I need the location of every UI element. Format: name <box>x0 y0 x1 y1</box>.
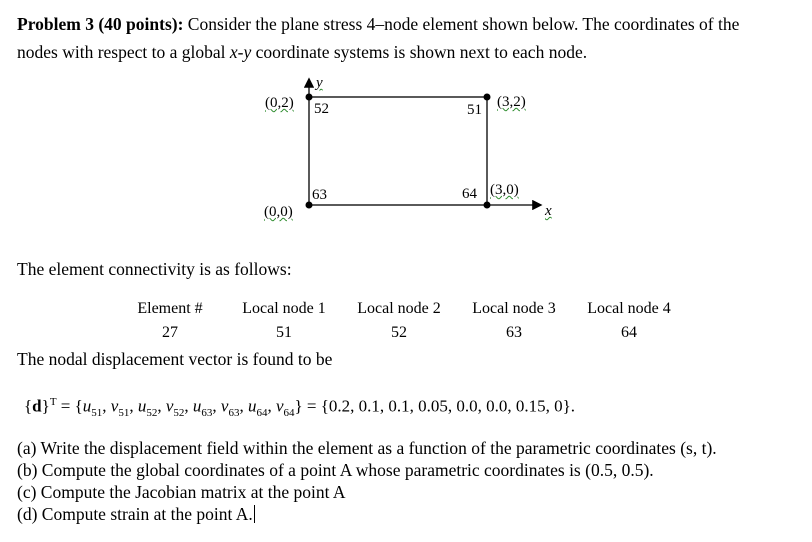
node-dot <box>306 94 313 101</box>
node-id-top-left: 52 <box>314 101 329 117</box>
question-c: (c) Compute the Jacobian matrix at the point A <box>17 482 346 502</box>
text-cursor <box>254 505 255 523</box>
question-a: (a) Write the displacement field within the element as a function of the parametric coordinates (s, t). <box>17 438 717 458</box>
problem-line-1: Problem 3 (40 points): Consider the plane stress 4–node element shown below. The coordinates of the <box>17 14 740 34</box>
y-axis-label: y <box>316 75 323 91</box>
node-coord-bottom-left: (0,0) <box>264 204 293 220</box>
displacement-intro: The nodal displacement vector is found to be <box>17 349 333 369</box>
table-header: Local node 4 <box>587 300 671 317</box>
node-id-bottom-left: 63 <box>312 187 327 203</box>
problem-line-2: nodes with respect to a global x-y coordinate systems is shown next to each node. <box>17 42 588 62</box>
table-cell: 64 <box>621 324 637 341</box>
displacement-equation: $\{d\}^T = \{u_{51}$, $v_{51}$, $u_{52}$, $v_{52}$, $u_{63}$, $v_{63}$, $u_{64}$, $v_{64}\} = \{0.2$, 0.1, 0.1, 0.05, 0.0, 0.0, 0.15, 0}. <box>24 396 576 420</box>
node-id-bottom-right: 64 <box>462 186 477 202</box>
node-coord-top-left: (0,2) <box>265 95 294 111</box>
node-coord-top-right: (3,2) <box>497 94 526 110</box>
table-cell: 51 <box>276 324 292 341</box>
table-header: Local node 2 <box>357 300 441 317</box>
x-axis-label: x <box>545 203 552 219</box>
problem-text-1: Consider the plane stress 4–node element shown below. The coordinates of the <box>183 14 740 34</box>
node-coord-bottom-right: (3,0) <box>490 182 519 198</box>
element-diagram <box>0 0 812 250</box>
table-cell: 52 <box>391 324 407 341</box>
question-d-line <box>17 504 255 525</box>
table-cell: 63 <box>506 324 522 341</box>
table-header: Local node 3 <box>472 300 556 317</box>
node-dot <box>484 202 491 209</box>
element-outline <box>309 97 487 205</box>
connectivity-intro: The element connectivity is as follows: <box>17 259 292 279</box>
table-header: Local node 1 <box>242 300 326 317</box>
node-dot <box>484 94 491 101</box>
problem-title: Problem 3 (40 points) <box>17 14 178 34</box>
node-id-top-right: 51 <box>467 102 482 118</box>
table-cell: 27 <box>162 324 178 341</box>
table-header: Element # <box>137 300 203 317</box>
question-d: (d) Compute strain at the point A. <box>17 504 253 524</box>
question-b: (b) Compute the global coordinates of a point A whose parametric coordinates is (0.5, 0.5). <box>17 460 654 480</box>
